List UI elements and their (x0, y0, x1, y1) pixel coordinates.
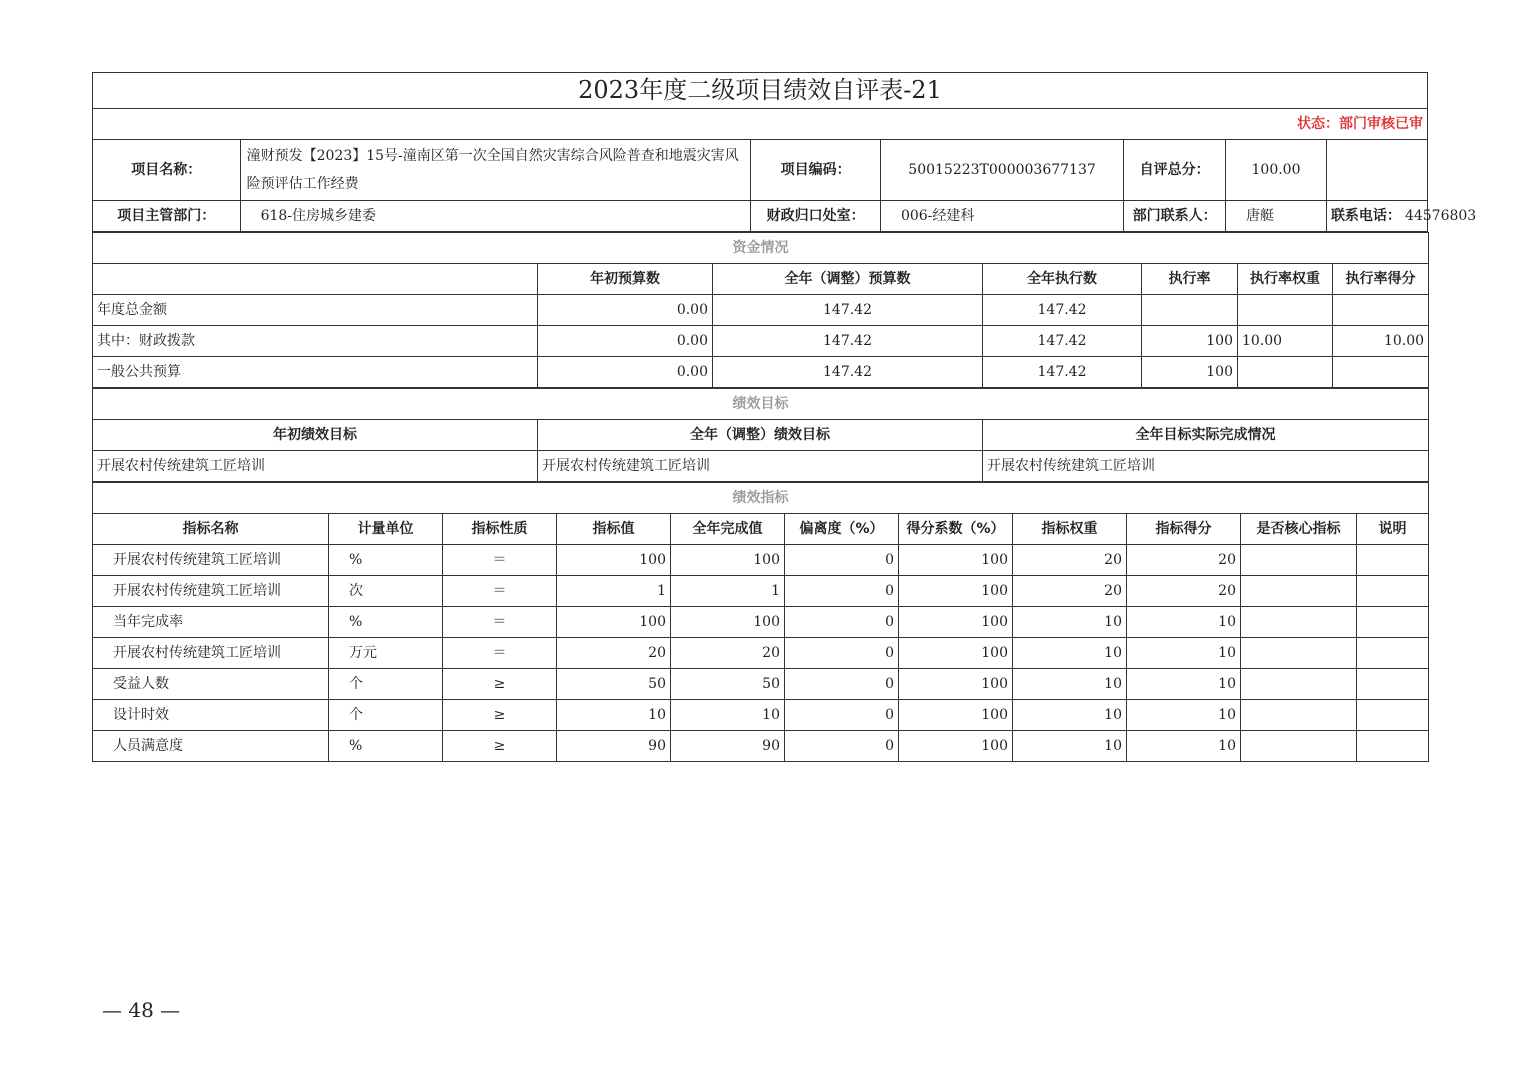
phone-cell (1326, 201, 1477, 232)
project-code-label: 项目编码： (751, 140, 881, 201)
status-text: 状态：部门审核已审 (93, 109, 1428, 140)
indicator-actual: 1 (671, 576, 785, 607)
indicator-note (1357, 700, 1429, 731)
funds-row (93, 357, 1429, 388)
indicator-weight: 20 (1013, 576, 1127, 607)
indicator-core (1241, 638, 1357, 669)
indicator-score: 10 (1127, 607, 1241, 638)
funds-row (93, 326, 1429, 357)
funds-header: 执行率得分 (1333, 264, 1429, 295)
funds-header: 年初预算数 (538, 264, 713, 295)
phone-label: 联系电话： (1330, 208, 1401, 224)
indicator-row (93, 700, 1429, 731)
indicator-target: 10 (557, 700, 671, 731)
funds-cell: 0.00 (538, 295, 713, 326)
indicator-name: 开展农村传统建筑工匠培训 (93, 638, 329, 669)
indicator-core (1241, 545, 1357, 576)
indicator-name: 人员满意度 (93, 731, 329, 762)
indicator-note (1357, 576, 1429, 607)
indicator-name: 受益人数 (93, 669, 329, 700)
funds-header: 全年（调整）预算数 (713, 264, 983, 295)
indicator-core (1241, 700, 1357, 731)
ind-header: 指标得分 (1127, 514, 1241, 545)
indicator-coef: 100 (899, 638, 1013, 669)
indicator-name: 开展农村传统建筑工匠培训 (93, 545, 329, 576)
funds-header: 执行率权重 (1238, 264, 1333, 295)
indicator-core (1241, 731, 1357, 762)
project-name: 潼财预发【2023】15号-潼南区第一次全国自然灾害综合风险普查和地震灾害风险预评估工作经费 (240, 140, 751, 201)
funds-cell: 147.42 (983, 357, 1142, 388)
goal-value: 开展农村传统建筑工匠培训 (538, 451, 983, 482)
indicator-coef: 100 (899, 731, 1013, 762)
indicators-section-title: 绩效指标 (93, 483, 1429, 514)
indicator-score: 10 (1127, 700, 1241, 731)
indicator-row (93, 545, 1429, 576)
indicator-unit: 个 (329, 700, 443, 731)
funds-header: 执行率 (1142, 264, 1238, 295)
goals-section-title: 绩效目标 (93, 389, 1429, 420)
indicator-core (1241, 607, 1357, 638)
funds-cell: 147.42 (983, 295, 1142, 326)
contact: 唐艇 (1226, 201, 1327, 232)
finance-label: 财政归口处室： (751, 201, 881, 232)
funds-row (93, 295, 1429, 326)
indicator-score: 10 (1127, 731, 1241, 762)
indicator-nature: ＝ (443, 545, 557, 576)
indicator-target: 50 (557, 669, 671, 700)
indicator-weight: 10 (1013, 638, 1127, 669)
indicator-deviation: 0 (785, 669, 899, 700)
funds-cell (1238, 295, 1333, 326)
dept-label: 项目主管部门： (93, 201, 241, 232)
indicator-actual: 100 (671, 545, 785, 576)
contact-label: 部门联系人： (1124, 201, 1226, 232)
indicator-deviation: 0 (785, 731, 899, 762)
ind-header: 得分系数（%） (899, 514, 1013, 545)
indicator-coef: 100 (899, 669, 1013, 700)
indicator-row (93, 731, 1429, 762)
indicators-body (93, 545, 1429, 762)
indicator-target: 90 (557, 731, 671, 762)
indicators-table (92, 482, 1429, 762)
indicator-row (93, 638, 1429, 669)
indicator-note (1357, 638, 1429, 669)
indicator-weight: 10 (1013, 700, 1127, 731)
funds-cell: 其中：财政拨款 (93, 326, 538, 357)
goals-table (92, 388, 1429, 482)
indicator-note (1357, 731, 1429, 762)
header-table (92, 72, 1477, 232)
funds-cell: 0.00 (538, 357, 713, 388)
indicator-coef: 100 (899, 700, 1013, 731)
funds-table (92, 232, 1429, 388)
indicator-name: 设计时效 (93, 700, 329, 731)
ind-header: 是否核心指标 (1241, 514, 1357, 545)
indicator-unit: 个 (329, 669, 443, 700)
form-title: 2023年度二级项目绩效自评表-21 (93, 73, 1428, 109)
ind-header: 计量单位 (329, 514, 443, 545)
funds-cell: 147.42 (713, 295, 983, 326)
goal-value: 开展农村传统建筑工匠培训 (93, 451, 538, 482)
funds-header: 全年执行数 (983, 264, 1142, 295)
indicator-unit: % (329, 607, 443, 638)
indicator-weight: 20 (1013, 545, 1127, 576)
funds-cell (1238, 357, 1333, 388)
indicator-core (1241, 576, 1357, 607)
indicator-unit: 万元 (329, 638, 443, 669)
indicator-target: 100 (557, 607, 671, 638)
indicator-target: 20 (557, 638, 671, 669)
indicator-note (1357, 545, 1429, 576)
indicator-unit: % (329, 545, 443, 576)
funds-cell: 10.00 (1333, 326, 1429, 357)
indicator-actual: 10 (671, 700, 785, 731)
indicator-nature: ＝ (443, 576, 557, 607)
ind-header: 说明 (1357, 514, 1429, 545)
indicator-deviation: 0 (785, 607, 899, 638)
indicator-name: 当年完成率 (93, 607, 329, 638)
indicator-deviation: 0 (785, 576, 899, 607)
project-code: 50015223T000003677137 (880, 140, 1123, 201)
ind-header: 偏离度（%） (785, 514, 899, 545)
funds-cell: 10.00 (1238, 326, 1333, 357)
ind-header: 指标性质 (443, 514, 557, 545)
funds-section-title: 资金情况 (93, 233, 1429, 264)
indicator-actual: 90 (671, 731, 785, 762)
indicator-score: 20 (1127, 576, 1241, 607)
indicator-nature: ≥ (443, 669, 557, 700)
indicator-name: 开展农村传统建筑工匠培训 (93, 576, 329, 607)
indicator-deviation: 0 (785, 545, 899, 576)
indicator-note (1357, 669, 1429, 700)
funds-cell (1142, 295, 1238, 326)
indicator-actual: 100 (671, 607, 785, 638)
phone: 44576803 (1404, 208, 1477, 224)
funds-cell: 100 (1142, 357, 1238, 388)
funds-cell: 年度总金额 (93, 295, 538, 326)
indicator-core (1241, 669, 1357, 700)
funds-cell: 0.00 (538, 326, 713, 357)
indicator-coef: 100 (899, 545, 1013, 576)
self-score: 100.00 (1226, 140, 1327, 201)
indicator-row (93, 669, 1429, 700)
indicator-row (93, 607, 1429, 638)
indicator-row (93, 576, 1429, 607)
project-name-label: 项目名称： (93, 140, 241, 201)
funds-cell: 100 (1142, 326, 1238, 357)
indicator-coef: 100 (899, 607, 1013, 638)
indicator-weight: 10 (1013, 731, 1127, 762)
funds-header-empty (93, 264, 538, 295)
ind-header: 指标名称 (93, 514, 329, 545)
indicator-note (1357, 607, 1429, 638)
ind-header: 指标值 (557, 514, 671, 545)
indicator-actual: 20 (671, 638, 785, 669)
goals-header: 年初绩效目标 (93, 420, 538, 451)
funds-cell: 147.42 (983, 326, 1142, 357)
indicator-target: 100 (557, 545, 671, 576)
funds-cell: 一般公共预算 (93, 357, 538, 388)
indicator-weight: 10 (1013, 669, 1127, 700)
indicator-target: 1 (557, 576, 671, 607)
page-number: — 48 — (102, 998, 181, 1022)
funds-cell: 147.42 (713, 326, 983, 357)
finance: 006-经建科 (880, 201, 1123, 232)
indicator-nature: ≥ (443, 731, 557, 762)
indicator-score: 20 (1127, 545, 1241, 576)
indicator-actual: 50 (671, 669, 785, 700)
indicator-score: 10 (1127, 669, 1241, 700)
indicator-deviation: 0 (785, 638, 899, 669)
indicator-unit: % (329, 731, 443, 762)
goals-header: 全年目标实际完成情况 (983, 420, 1429, 451)
dept: 618-住房城乡建委 (240, 201, 751, 232)
self-score-label: 自评总分： (1124, 140, 1226, 201)
indicator-nature: ＝ (443, 638, 557, 669)
goal-value: 开展农村传统建筑工匠培训 (983, 451, 1429, 482)
indicator-nature: ＝ (443, 607, 557, 638)
funds-cell (1333, 295, 1429, 326)
goals-header: 全年（调整）绩效目标 (538, 420, 983, 451)
indicator-coef: 100 (899, 576, 1013, 607)
funds-cell: 147.42 (713, 357, 983, 388)
indicator-unit: 次 (329, 576, 443, 607)
funds-cell (1333, 357, 1429, 388)
indicator-weight: 10 (1013, 607, 1127, 638)
evaluation-form (92, 72, 1477, 762)
empty-cell (1326, 140, 1427, 201)
indicator-score: 10 (1127, 638, 1241, 669)
indicator-nature: ≥ (443, 700, 557, 731)
indicator-deviation: 0 (785, 700, 899, 731)
ind-header: 指标权重 (1013, 514, 1127, 545)
ind-header: 全年完成值 (671, 514, 785, 545)
